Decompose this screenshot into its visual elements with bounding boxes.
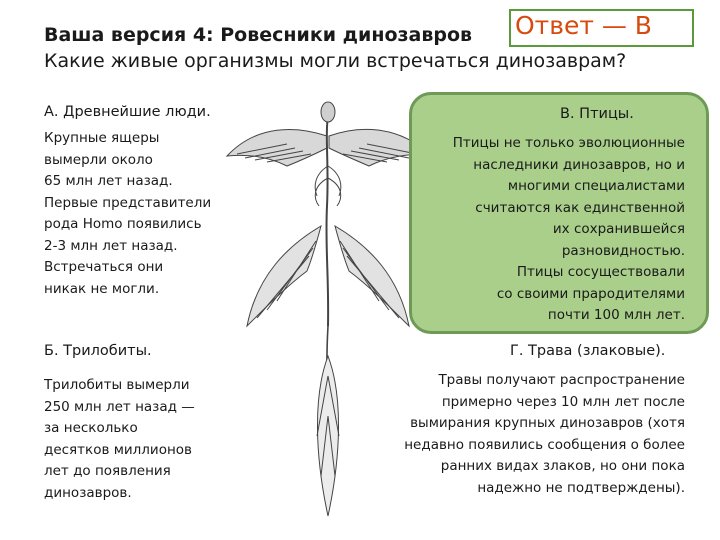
- option-v-line: разновидностью.: [561, 242, 685, 259]
- option-g-line: вымирания крупных динозавров (хотя: [410, 415, 685, 431]
- option-v-line: наследники динозавров, но и: [473, 156, 685, 173]
- option-g-heading: Г. Трава (злаковые).: [510, 343, 666, 359]
- option-a-line: никак не могли.: [44, 280, 160, 297]
- question-text: Какие живые организмы могли встречаться динозаврам?: [44, 50, 627, 72]
- option-a-line: рода Homo появились: [44, 216, 202, 232]
- option-b-line: десятков миллионов: [44, 441, 192, 458]
- option-g-line: примерно через 10 млн лет после: [441, 393, 685, 410]
- option-b-line: Трилобиты вымерли: [44, 377, 190, 393]
- option-b-line: за несколько: [44, 420, 138, 436]
- option-v-line: Птицы не только эволюционные: [452, 135, 685, 151]
- option-a-heading: А. Древнейшие люди.: [44, 104, 211, 120]
- option-a-line: Первые представители: [44, 194, 212, 211]
- option-v-line: считаются как единственной: [475, 199, 685, 216]
- option-v-line: почти 100 млн лет.: [547, 307, 685, 323]
- option-a-text: [44, 128, 224, 300]
- option-v-text: [415, 133, 685, 327]
- option-g-line: Травы получают распространение: [438, 372, 685, 388]
- answer-label: Ответ — В: [515, 11, 652, 40]
- option-v-line: многими специалистами: [507, 178, 685, 194]
- option-v-line: со своими прародителями: [496, 285, 685, 302]
- option-a-line: 65 млн лет назад.: [44, 173, 173, 189]
- option-b-line: динозавров.: [44, 484, 132, 501]
- option-g-line: ранних видах злаков, но они пока: [440, 458, 685, 474]
- option-b-text: [44, 375, 219, 504]
- option-b-line: лет до появления: [44, 463, 171, 479]
- option-g-line: недавно появились сообщения о более: [404, 436, 685, 453]
- option-b-line: 250 млн лет назад —: [44, 398, 195, 415]
- option-b-heading: Б. Трилобиты.: [44, 343, 152, 359]
- option-g-line: надежно не подтверждены).: [477, 479, 685, 496]
- option-a-line: Крупные ящеры: [44, 130, 160, 146]
- option-v-heading: В. Птицы.: [560, 106, 634, 122]
- option-v-line: их сохранившейся: [552, 221, 685, 237]
- option-a-line: вымерли около: [44, 151, 153, 168]
- option-g-text: [372, 370, 685, 499]
- option-a-line: 2-3 млн лет назад.: [44, 237, 178, 254]
- option-a-line: Встречаться они: [44, 259, 164, 275]
- slide-title: Ваша версия 4: Ровесники динозавров: [44, 24, 473, 46]
- option-v-line: Птицы сосуществовали: [516, 264, 685, 280]
